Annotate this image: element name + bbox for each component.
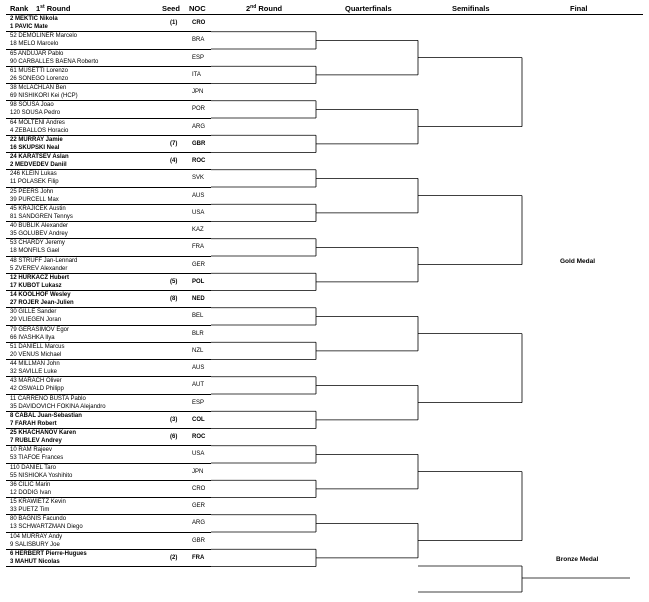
player-one-name: 25 KHACHANOV Karen [10, 430, 77, 436]
player-one-name: 43 MARACH Oliver [10, 378, 62, 385]
player-one-name: 53 CHARDY Jeremy [10, 240, 65, 247]
player-two-name: 90 CARBALLES BAENA Roberto [10, 58, 99, 65]
player-one-name: 38 McLACHLAN Ben [10, 85, 67, 91]
seed-value: (8) [170, 296, 178, 302]
player-two-name: 7 FARAH Robert [10, 420, 57, 427]
header-first-round-num: 1 [36, 4, 41, 13]
noc-code: BLR [192, 330, 204, 337]
player-two-name: 27 ROJER Jean-Julien [10, 300, 74, 306]
player-one-name: 2 MEKTIC Nikola [10, 16, 58, 22]
player-one-name: 48 STRUFF Jan-Lennard [10, 257, 78, 264]
player-one-name: 61 MUSETTI Lorenzo [10, 67, 69, 74]
player-one-name: 110 DANIEL Taro [10, 464, 56, 471]
player-two-name: 17 KUBOT Lukasz [10, 282, 62, 289]
noc-code: ESP [192, 54, 205, 61]
player-one-name: 6 HERBERT Pierre-Hugues [10, 550, 87, 557]
noc-code: GER [192, 503, 206, 509]
noc-code: KAZ [192, 227, 204, 233]
player-two-name: 7 RUBLEV Andrey [10, 438, 62, 444]
seed-value: (6) [170, 434, 178, 440]
player-one-name: 98 SOUSA Joao [10, 102, 54, 109]
player-one-name: 8 CABAL Juan-Sebastian [10, 412, 82, 419]
noc-code: AUS [192, 365, 205, 371]
player-two-name: 29 VLIEGEN Joran [10, 317, 62, 324]
header-seed: Seed [162, 4, 180, 13]
player-one-name: 80 BAGNIS Facundo [10, 516, 67, 523]
player-two-name: 18 MONFILS Gael [10, 248, 60, 255]
player-two-name: 55 NISHIOKA Yoshihito [10, 472, 73, 479]
player-two-name: 39 PURCELL Max [10, 196, 59, 203]
player-two-name: 26 SONEGO Lorenzo [10, 75, 69, 82]
player-two-name: 11 POLASEK Filip [10, 179, 59, 186]
noc-code: BRA [192, 37, 205, 44]
player-one-name: 24 KARATSEV Aslan [10, 154, 69, 160]
noc-code: CRO [192, 20, 206, 26]
player-two-name: 66 IVASHKA Ilya [10, 334, 55, 341]
player-one-name: 104 MURRAY Andy [10, 533, 63, 540]
player-one-name: 36 CILIC Marin [10, 481, 51, 488]
noc-code: AUS [192, 192, 205, 199]
header-second-round-text: Round [258, 4, 283, 13]
header-noc: NOC [189, 4, 206, 13]
seed-value: (4) [170, 158, 178, 164]
noc-code: GBR [192, 537, 206, 544]
noc-code: AUT [192, 382, 204, 389]
player-two-name: 9 SALISBURY Joe [10, 541, 60, 548]
noc-code: CRO [192, 485, 206, 492]
player-one-name: 52 DEMOLINER Marcelo [10, 33, 78, 40]
player-one-name: 64 MOLTENI Andres [10, 119, 65, 126]
player-two-name: 1 PAVIC Mate [10, 24, 48, 30]
player-two-name: 35 DAVIDOVICH FOKINA Alejandro [10, 403, 106, 410]
noc-code: BEL [192, 313, 204, 320]
noc-code: ESP [192, 399, 205, 406]
gold-medal-label: Gold Medal [560, 258, 596, 265]
noc-code: GER [192, 261, 206, 268]
noc-code: USA [192, 209, 205, 216]
player-one-name: 40 BUBLIK Alexander [10, 223, 69, 229]
player-two-name: 69 NISHIKORI Kei (HCP) [10, 93, 78, 99]
player-one-name: 65 ANDUJAR Pablo [10, 50, 64, 57]
player-two-name: 16 SKUPSKI Neal [10, 144, 60, 151]
noc-code: JPN [192, 89, 204, 95]
noc-code: ARG [192, 520, 206, 527]
seed-value: (3) [170, 416, 178, 423]
noc-code: ARG [192, 123, 206, 130]
player-one-name: 12 HURKACZ Hubert [10, 274, 70, 281]
player-one-name: 30 GILLE Sander [10, 309, 57, 316]
player-one-name: 22 MURRAY Jamie [10, 136, 63, 143]
noc-code: NED [192, 296, 205, 302]
player-one-name: 79 GERASIMOV Egor [10, 326, 70, 333]
header-first-round-text: Round [46, 4, 71, 13]
noc-code: POL [192, 278, 205, 285]
header-final: Final [570, 4, 588, 13]
player-one-name: 51 DANIELL Marcus [10, 343, 65, 350]
noc-code: SVK [192, 175, 205, 182]
player-two-name: 20 VENUS Michael [10, 351, 62, 358]
player-two-name: 4 ZEBALLOS Horacio [10, 127, 69, 134]
noc-code: USA [192, 451, 205, 458]
bronze-medal-label: Bronze Medal [556, 556, 599, 563]
noc-code: ITA [192, 71, 201, 78]
player-two-name: 33 PUETZ Tim [10, 507, 50, 513]
noc-code: COL [192, 416, 205, 423]
player-two-name: 120 SOUSA Pedro [10, 110, 61, 117]
noc-code: JPN [192, 468, 204, 475]
header-quarterfinals: Quarterfinals [345, 4, 392, 13]
player-two-name: 42 OSWALD Philipp [10, 386, 64, 393]
seed-value: (5) [170, 278, 178, 285]
noc-code: ROC [192, 158, 206, 164]
player-two-name: 3 MAHUT Nicolas [10, 558, 60, 565]
seed-value: (1) [170, 20, 178, 26]
player-two-name: 2 MEDVEDEV Daniil [10, 162, 67, 168]
player-two-name: 13 SCHWARTZMAN Diego [10, 524, 83, 531]
player-one-name: 15 KRAWIETZ Kevin [10, 499, 66, 505]
player-one-name: 10 RAM Rajeev [10, 447, 53, 454]
noc-code: GBR [192, 140, 206, 147]
player-one-name: 246 KLEIN Lukas [10, 171, 57, 178]
player-one-name: 14 KOOLHOF Wesley [10, 292, 71, 298]
player-one-name: 11 CARRENO BUSTA Pablo [10, 395, 86, 402]
header-second-round-num: 2 [246, 4, 251, 13]
player-two-name: 32 SAVILLE Luke [10, 369, 57, 375]
player-two-name: 18 MELO Marcelo [10, 41, 59, 48]
header-rank: Rank [10, 4, 29, 13]
noc-code: NZL [192, 347, 204, 354]
noc-code: FRA [192, 554, 205, 561]
header-semifinals: Semifinals [452, 4, 490, 13]
noc-code: FRA [192, 244, 204, 251]
player-two-name: 53 TIAFOE Frances [10, 455, 64, 462]
header-first-round-sup: st [40, 4, 45, 10]
player-one-name: 25 PEERS John [10, 188, 54, 195]
player-one-name: 45 KRAJICEK Austin [10, 205, 66, 212]
header-second-round-sup: nd [250, 4, 257, 10]
seed-value: (2) [170, 554, 178, 561]
player-two-name: 81 SANDGREN Tennys [10, 213, 73, 220]
noc-code: POR [192, 106, 206, 113]
noc-code: ROC [192, 434, 206, 440]
player-two-name: 35 GOLUBEV Andrey [10, 231, 68, 237]
player-two-name: 12 DODIG Ivan [10, 489, 52, 496]
seed-value: (7) [170, 140, 178, 147]
player-two-name: 5 ZVEREV Alexander [10, 265, 68, 272]
player-one-name: 44 MILLMAN John [10, 361, 60, 367]
